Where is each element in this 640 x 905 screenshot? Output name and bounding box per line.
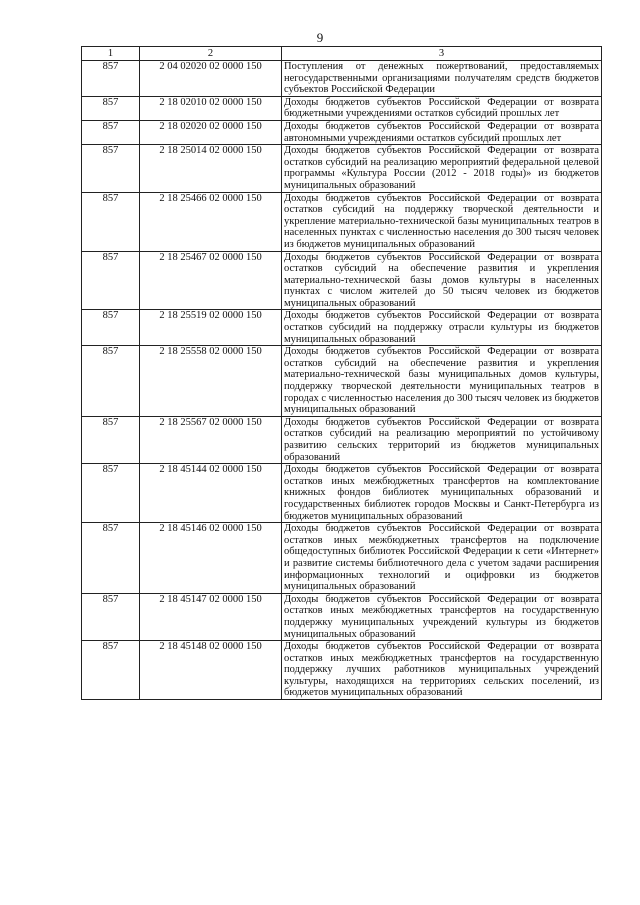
revenue-name-cell: Доходы бюджетов субъектов Российской Федерации от возврата остатков субсидий на обеспечение развития и укрепления материально-технической базы домов культуры в населенных пунктах с числом жителей до 50 тысяч человек из бюджетов муниципальных образований	[282, 251, 602, 310]
table-body	[82, 61, 602, 700]
admin-code-cell: 857	[82, 641, 140, 700]
admin-code-cell: 857	[82, 523, 140, 594]
budget-code-cell: 2 18 02010 02 0000 150	[140, 96, 282, 120]
table-row	[82, 192, 602, 251]
table-row	[82, 145, 602, 192]
budget-classification-table	[81, 46, 602, 700]
revenue-name-cell: Доходы бюджетов субъектов Российской Федерации от возврата остатков иных межбюджетных трансфертов на государственную поддержку муниципальных учреждений культуры из бюджетов муниципальных образований	[282, 593, 602, 640]
admin-code-cell: 857	[82, 61, 140, 97]
budget-code-cell: 2 04 02020 02 0000 150	[140, 61, 282, 97]
budget-code-cell: 2 18 45148 02 0000 150	[140, 641, 282, 700]
column-header-2: 2	[140, 47, 282, 61]
table-row	[82, 310, 602, 346]
table-row	[82, 346, 602, 417]
admin-code-cell: 857	[82, 145, 140, 192]
table-row	[82, 523, 602, 594]
budget-code-cell: 2 18 02020 02 0000 150	[140, 120, 282, 144]
table-row	[82, 96, 602, 120]
table-row	[82, 593, 602, 640]
budget-code-cell: 2 18 45144 02 0000 150	[140, 464, 282, 523]
revenue-name-cell: Доходы бюджетов субъектов Российской Федерации от возврата бюджетными учреждениями остатков субсидий прошлых лет	[282, 96, 602, 120]
revenue-name-cell: Доходы бюджетов субъектов Российской Федерации от возврата остатков субсидий на реализацию мероприятий по устойчивому развитию сельских территорий из бюджетов муниципальных образований	[282, 416, 602, 463]
budget-code-cell: 2 18 45146 02 0000 150	[140, 523, 282, 594]
revenue-name-cell: Доходы бюджетов субъектов Российской Федерации от возврата остатков иных межбюджетных трансфертов на подключение общедоступных библиотек Российской Федерации к сети «Интернет» и развитие системы библиотечного дела с учетом задачи расширения информационных технологий и оцифровки из бюджетов муниципальных образований	[282, 523, 602, 594]
revenue-name-cell: Доходы бюджетов субъектов Российской Федерации от возврата остатков субсидий на поддержку творческой деятельности и укрепление материально-технической базы муниципальных театров в населенных пунктах с численностью населения до 300 тысяч человек из бюджетов муниципальных образований	[282, 192, 602, 251]
budget-code-cell: 2 18 25519 02 0000 150	[140, 310, 282, 346]
admin-code-cell: 857	[82, 251, 140, 310]
admin-code-cell: 857	[82, 120, 140, 144]
revenue-name-cell: Доходы бюджетов субъектов Российской Федерации от возврата автономными учреждениями остатков субсидий прошлых лет	[282, 120, 602, 144]
budget-code-cell: 2 18 25014 02 0000 150	[140, 145, 282, 192]
column-header-1: 1	[82, 47, 140, 61]
budget-code-cell: 2 18 45147 02 0000 150	[140, 593, 282, 640]
revenue-name-cell: Доходы бюджетов субъектов Российской Федерации от возврата остатков субсидий на реализацию мероприятий федеральной целевой программы «Культура России (2012 - 2018 годы)» из бюджетов муниципальных образований	[282, 145, 602, 192]
table-row	[82, 61, 602, 97]
table-row	[82, 641, 602, 700]
admin-code-cell: 857	[82, 464, 140, 523]
revenue-name-cell: Поступления от денежных пожертвований, предоставляемых негосударственными организациями получателям средств бюджетов субъектов Российской Федерации	[282, 61, 602, 97]
revenue-name-cell: Доходы бюджетов субъектов Российской Федерации от возврата остатков иных межбюджетных трансфертов на государственную поддержку лучших работников муниципальных учреждений культуры, находящихся на территориях сельских поселений, из бюджетов муниципальных образований	[282, 641, 602, 700]
admin-code-cell: 857	[82, 346, 140, 417]
table-row	[82, 120, 602, 144]
budget-code-cell: 2 18 25466 02 0000 150	[140, 192, 282, 251]
admin-code-cell: 857	[82, 310, 140, 346]
budget-code-cell: 2 18 25467 02 0000 150	[140, 251, 282, 310]
admin-code-cell: 857	[82, 96, 140, 120]
admin-code-cell: 857	[82, 416, 140, 463]
column-header-3: 3	[282, 47, 602, 61]
table-row	[82, 251, 602, 310]
table-row	[82, 464, 602, 523]
admin-code-cell: 857	[82, 192, 140, 251]
admin-code-cell: 857	[82, 593, 140, 640]
revenue-name-cell: Доходы бюджетов субъектов Российской Федерации от возврата остатков субсидий на поддержку отрасли культуры из бюджетов муниципальных образований	[282, 310, 602, 346]
table-row	[82, 416, 602, 463]
revenue-name-cell: Доходы бюджетов субъектов Российской Федерации от возврата остатков иных межбюджетных трансфертов на комплектование книжных фондов библиотек муниципальных образований и государственных библиотек городов Москвы и Санкт-Петербурга из бюджетов муниципальных образований	[282, 464, 602, 523]
revenue-name-cell: Доходы бюджетов субъектов Российской Федерации от возврата остатков субсидий на обеспечение развития и укрепления материально-технической базы муниципальных домов культуры, поддержку творческой деятельности муниципальных театров в городах с численностью населения до 300 тысяч человек из бюджетов муниципальных образований	[282, 346, 602, 417]
budget-code-cell: 2 18 25558 02 0000 150	[140, 346, 282, 417]
budget-code-cell: 2 18 25567 02 0000 150	[140, 416, 282, 463]
table-header-row	[82, 47, 602, 61]
page-number: 9	[316, 30, 324, 45]
